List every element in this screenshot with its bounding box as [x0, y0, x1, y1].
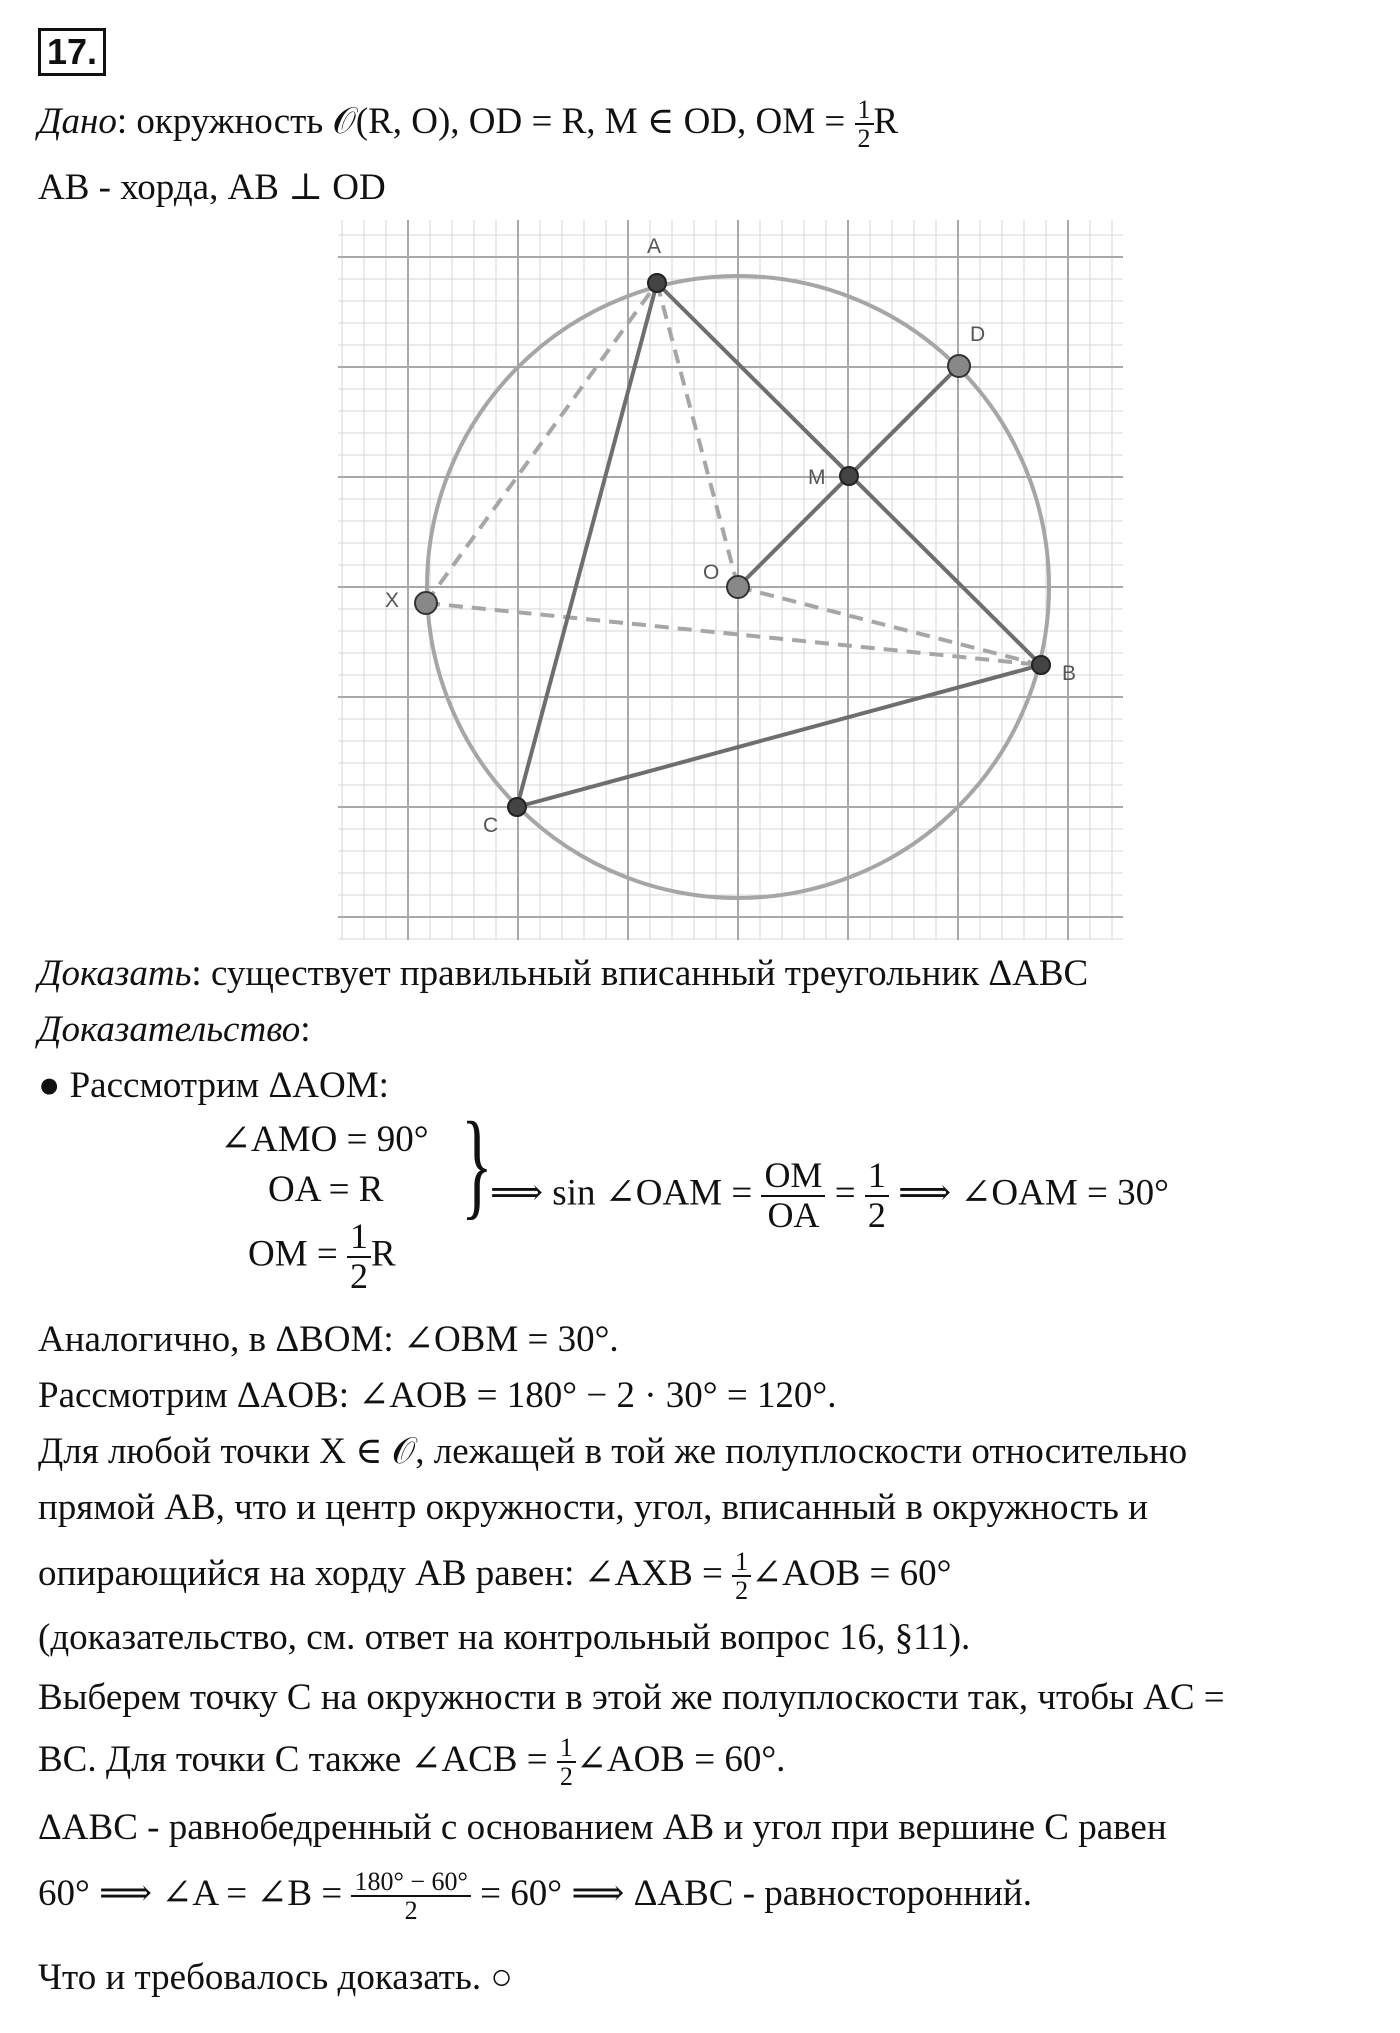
label-x: X — [385, 589, 400, 612]
prove-text: : существует правильный вписанный треугольник ΔABC — [191, 953, 1089, 994]
label-b: B — [1062, 662, 1077, 685]
point-d — [948, 355, 970, 377]
para1-line2: прямой AB, что и центр окружности, угол, вписанный в окружность и — [38, 1487, 1148, 1528]
half-den-4: 2 — [559, 1762, 573, 1792]
point-a — [648, 274, 666, 292]
segment-ao — [657, 283, 738, 587]
half-fraction-4 — [557, 1734, 576, 1791]
implication-2: ⟹ ∠OAM = 30° — [888, 1172, 1169, 1214]
consider-aob: Рассмотрим ΔAOB: ∠AOB = 180° − 2 · 30° = 120°. — [38, 1375, 837, 1416]
para2-line1: Выберем точку C на окружности в этой же полуплоскости так, чтобы AC = — [38, 1677, 1225, 1718]
half-fraction — [855, 96, 874, 153]
problem-number: 17. — [38, 28, 106, 76]
segment-ac — [517, 283, 657, 807]
proof-heading — [38, 1008, 311, 1052]
para3-line2-b: = 60° ⟹ ΔABC - равносторонний. — [470, 1872, 1032, 1914]
para1-line4: (доказательство, см. ответ на контрольный вопрос 16, §11). — [38, 1617, 971, 1658]
para2-line2-a: BC. Для точки C также ∠ACB = — [38, 1738, 557, 1780]
system-brace: } — [460, 1097, 493, 1230]
label-c: C — [483, 814, 499, 837]
condition-3-den: 2 — [350, 1255, 368, 1296]
point-o — [727, 576, 749, 598]
point-m — [840, 467, 858, 485]
half-num-2: 1 — [865, 1157, 889, 1197]
half-fraction-3 — [732, 1548, 751, 1605]
half-fraction-2 — [865, 1157, 889, 1235]
condition-3 — [248, 1218, 396, 1296]
proof-label: Доказательство — [38, 1009, 301, 1050]
om-oa-fraction — [761, 1157, 825, 1235]
para3-line2-a: 60° ⟹ ∠A = ∠B = — [38, 1872, 352, 1914]
para1-line3 — [38, 1548, 951, 1605]
angle-fraction-num: 180° − 60° — [351, 1868, 470, 1897]
label-m: M — [808, 466, 826, 489]
prove-line — [38, 952, 1088, 996]
para3-line2 — [38, 1868, 1032, 1925]
sin-implication — [490, 1157, 1169, 1235]
given-text: : окружность 𝒪(R, O), OD = R, M ∈ OD, OM = — [116, 100, 855, 142]
condition-3-num: 1 — [347, 1218, 371, 1258]
half-den-2: 2 — [867, 1194, 886, 1235]
label-o: O — [703, 561, 720, 584]
angle-fraction-den: 2 — [404, 1896, 418, 1926]
point-c — [508, 798, 526, 816]
angle-fraction — [351, 1868, 470, 1925]
point-labels — [385, 235, 1076, 837]
para3-line1: ΔABC - равнобедренный с основанием AB и угол при вершине C равен — [38, 1807, 1167, 1848]
given-r: R — [873, 100, 899, 142]
given-line-1 — [38, 96, 898, 153]
given-line-2: AB - хорда, AB ⊥ OD — [38, 167, 386, 208]
para2-line2 — [38, 1734, 785, 1791]
implication-1: ⟹ sin ∠OAM = — [490, 1172, 762, 1214]
condition-3-left: OM = — [248, 1233, 347, 1275]
om-numerator: OM — [761, 1157, 825, 1197]
condition-3-r: R — [371, 1233, 396, 1275]
oa-denominator: OA — [767, 1194, 820, 1235]
para2-line2-b: ∠AOB = 60°. — [575, 1738, 786, 1780]
label-a: A — [647, 235, 662, 258]
proof-colon: : — [300, 1009, 311, 1050]
point-b — [1032, 656, 1050, 674]
half-numerator: 1 — [855, 96, 874, 125]
condition-3-fraction — [347, 1218, 371, 1296]
consider-aom: ● Рассмотрим ΔAOM: — [38, 1065, 389, 1106]
para1-line3-a: опирающийся на хорду AB равен: ∠AXB = — [38, 1552, 733, 1594]
label-d: D — [970, 323, 986, 346]
prove-label: Доказать — [38, 953, 192, 994]
equals-sign: = — [825, 1172, 865, 1214]
geometry-figure — [338, 220, 1123, 940]
analog-line: Аналогично, в ΔBOM: ∠OBM = 30°. — [38, 1319, 619, 1360]
para1-line1: Для любой точки X ∈ 𝒪, лежащей в той же полуплоскости относительно — [38, 1431, 1188, 1472]
conclusion: Что и требовалось доказать. ○ — [38, 1957, 513, 1998]
point-x — [415, 592, 437, 614]
half-num-3: 1 — [732, 1548, 751, 1577]
half-den-3: 2 — [735, 1576, 749, 1606]
condition-1: ∠AMO = 90° — [220, 1119, 429, 1160]
given-label: Дано — [38, 100, 117, 142]
half-denominator: 2 — [857, 124, 871, 154]
half-num-4: 1 — [557, 1734, 576, 1763]
segment-bc — [517, 665, 1041, 807]
para1-line3-b: ∠AOB = 60° — [751, 1552, 952, 1594]
condition-2: OA = R — [268, 1169, 384, 1210]
